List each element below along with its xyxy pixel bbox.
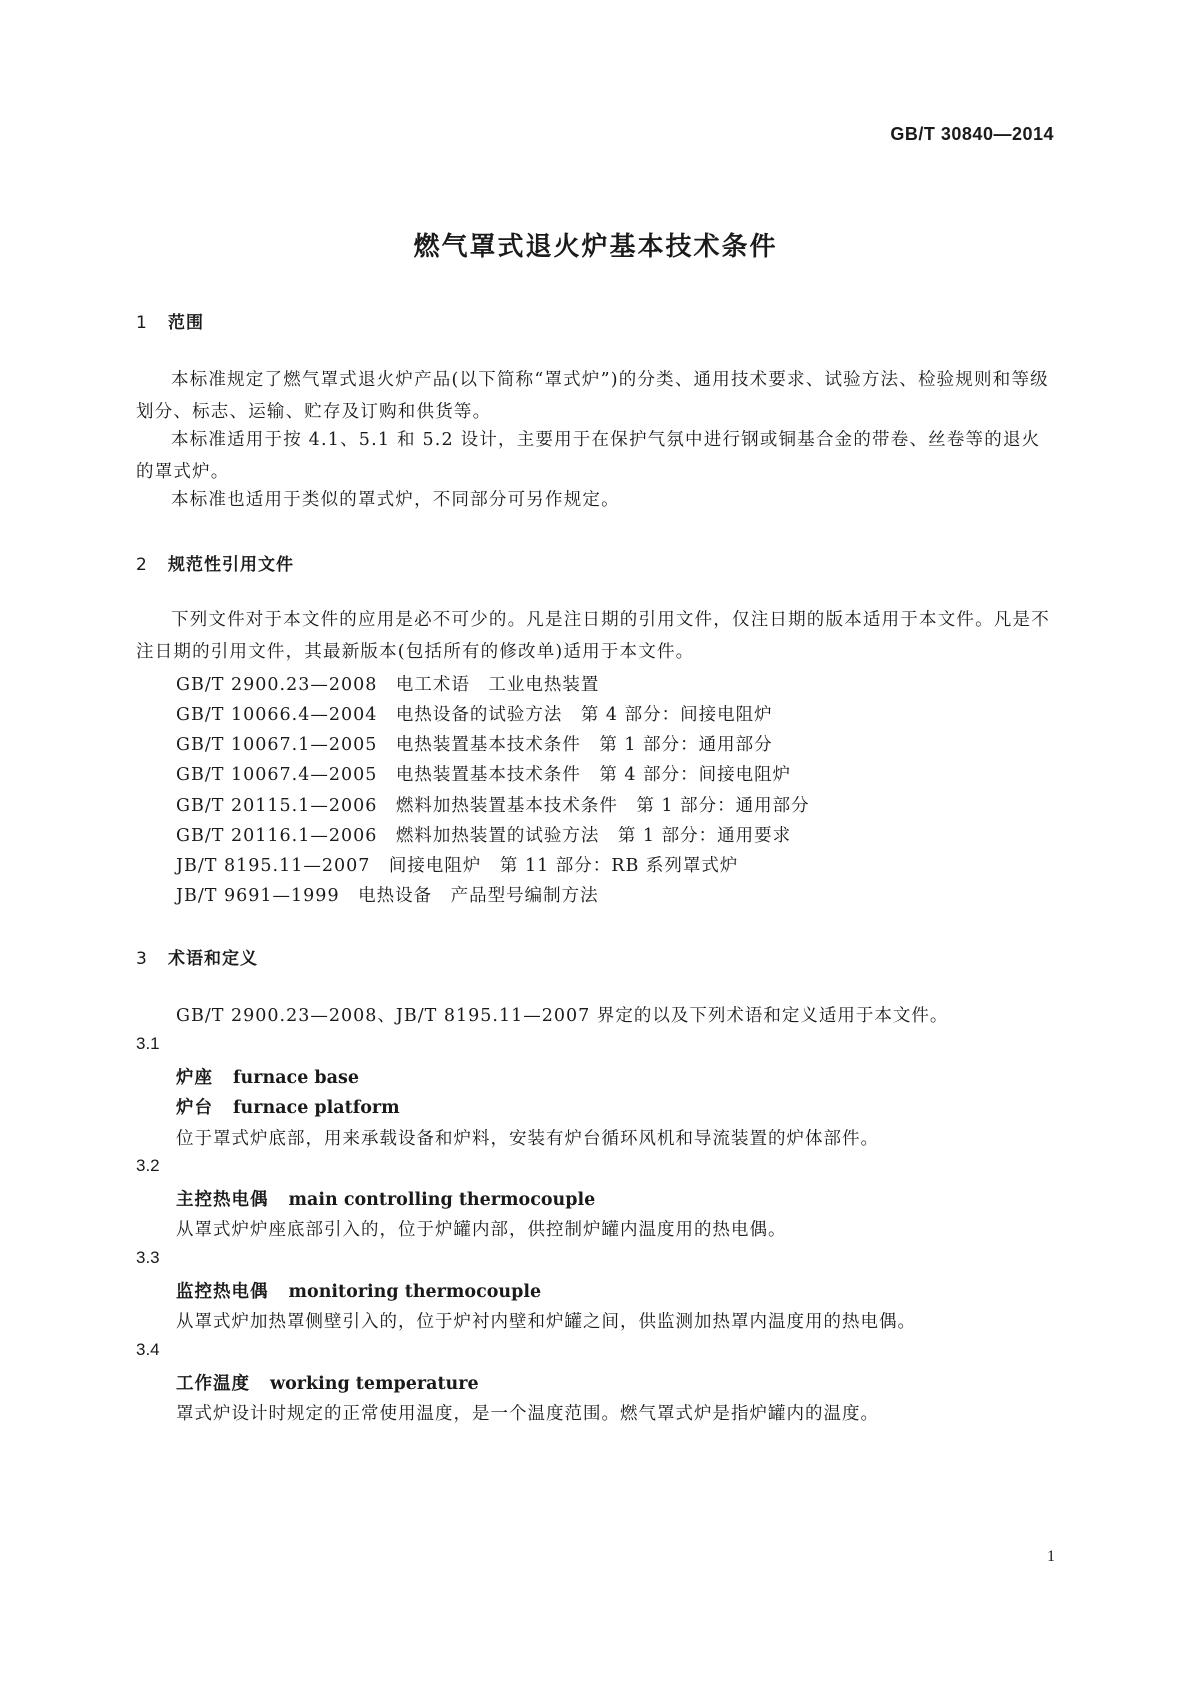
section-title: 范围 — [168, 313, 204, 333]
reference-item: JB/T 8195.11—2007 间接电阻炉 第 11 部分：RB 系列罩式炉 — [176, 856, 739, 876]
term-cn: 炉台 — [176, 1098, 213, 1118]
term-number: 3.4 — [136, 1340, 160, 1359]
document-title: 燃气罩式退火炉基本技术条件 — [413, 232, 778, 262]
section-1-heading — [136, 308, 204, 333]
term-definition: 从罩式炉加热罩侧壁引入的，位于炉衬内壁和炉罐之间，供监测加热罩内温度用的热电偶。 — [176, 1312, 916, 1332]
paragraph: 本标准也适用于类似的罩式炉，不同部分可另作规定。 — [171, 490, 620, 510]
term-definition: 位于罩式炉底部，用来承载设备和炉料，安装有炉台循环风机和导流装置的炉体部件。 — [176, 1129, 879, 1149]
term-en: main controlling thermocouple — [288, 1190, 596, 1210]
term-en: furnace base — [233, 1068, 359, 1088]
term-name — [176, 1186, 595, 1211]
section-3-heading — [136, 944, 258, 969]
term-definition: 罩式炉设计时规定的正常使用温度，是一个温度范围。燃气罩式炉是指炉罐内的温度。 — [176, 1404, 879, 1424]
term-definition: 从罩式炉炉座底部引入的，位于炉罐内部，供控制炉罐内温度用的热电偶。 — [176, 1220, 787, 1240]
term-cn: 炉座 — [176, 1068, 213, 1088]
paragraph: GB/T 2900.23—2008、JB/T 8195.11—2007 界定的以及下列术语和定义适用于本文件。 — [176, 1006, 949, 1026]
section-title: 术语和定义 — [168, 949, 258, 969]
paragraph: 本标准规定了燃气罩式退火炉产品(以下简称“罩式炉”)的分类、通用技术要求、试验方法、检验规则和等级划分、标志、运输、贮存及订购和供货等。 — [136, 370, 1049, 422]
term-name — [176, 1064, 359, 1089]
standard-code: GB/T 30840—2014 — [890, 124, 1054, 144]
reference-item: JB/T 9691—1999 电热设备 产品型号编制方法 — [176, 886, 599, 906]
reference-item: GB/T 20116.1—2006 燃料加热装置的试验方法 第 1 部分：通用要求 — [176, 826, 792, 846]
term-number: 3.2 — [136, 1156, 160, 1175]
reference-item: GB/T 10067.1—2005 电热装置基本技术条件 第 1 部分：通用部分 — [176, 735, 773, 755]
section-number: 1 — [136, 313, 148, 333]
reference-item: GB/T 10066.4—2004 电热设备的试验方法 第 4 部分：间接电阻炉 — [176, 705, 773, 725]
reference-item: GB/T 2900.23—2008 电工术语 工业电热装置 — [176, 675, 600, 695]
paragraph: 下列文件对于本文件的应用是必不可少的。凡是注日期的引用文件，仅注日期的版本适用于本文件。凡是不注日期的引用文件，其最新版本(包括所有的修改单)适用于本文件。 — [136, 610, 1050, 662]
term-name — [176, 1370, 479, 1395]
page-number: 1 — [1047, 1548, 1055, 1565]
section-2-heading — [136, 550, 294, 575]
reference-item: GB/T 20115.1—2006 燃料加热装置基本技术条件 第 1 部分：通用部分 — [176, 796, 810, 816]
term-number: 3.3 — [136, 1248, 160, 1267]
term-name — [176, 1278, 541, 1303]
term-cn: 监控热电偶 — [176, 1282, 269, 1302]
section-title: 规范性引用文件 — [168, 555, 294, 575]
paragraph: 本标准适用于按 4.1、5.1 和 5.2 设计，主要用于在保护气氛中进行钢或铜基合金的带卷、丝卷等的退火的罩式炉。 — [136, 430, 1041, 482]
term-en: monitoring thermocouple — [288, 1282, 542, 1302]
reference-item: GB/T 10067.4—2005 电热装置基本技术条件 第 4 部分：间接电阻炉 — [176, 765, 792, 785]
term-cn: 工作温度 — [176, 1374, 250, 1394]
term-name — [176, 1094, 400, 1119]
term-en: furnace platform — [233, 1098, 400, 1118]
section-number: 2 — [136, 555, 148, 575]
term-cn: 主控热电偶 — [176, 1190, 269, 1210]
term-en: working temperature — [270, 1374, 479, 1394]
term-number: 3.1 — [136, 1034, 160, 1053]
section-number: 3 — [136, 949, 148, 969]
